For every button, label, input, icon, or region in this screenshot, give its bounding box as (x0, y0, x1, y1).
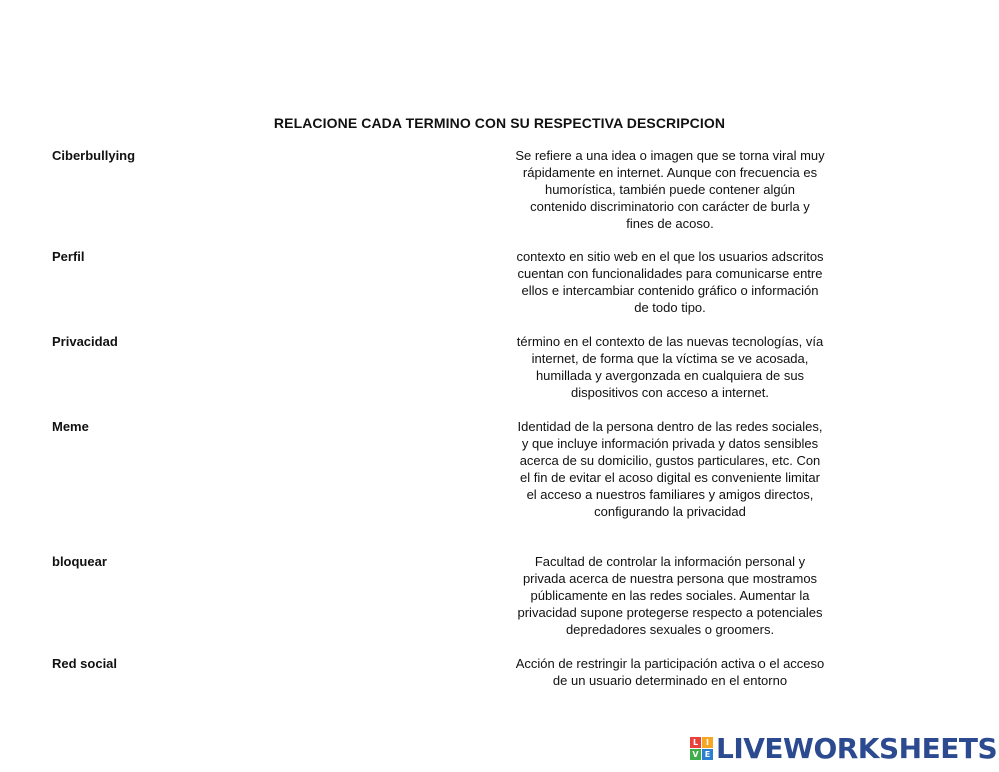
logo-tile: L (690, 737, 701, 748)
page-title: RELACIONE CADA TERMINO CON SU RESPECTIVA DESCRIPCION (273, 115, 726, 131)
term-label: Perfil (52, 249, 85, 264)
liveworksheets-logo (690, 730, 997, 766)
term-label: Privacidad (52, 334, 118, 349)
logo-tile: V (690, 749, 701, 760)
logo-text: LIVEWORKSHEETS (716, 731, 998, 765)
term-label: Ciberbullying (52, 148, 136, 163)
term-label: bloquear (52, 554, 107, 569)
term-label: Meme (52, 419, 89, 434)
logo-tile: E (702, 749, 713, 760)
description-text: Se refiere a una idea o imagen que se torna viral muy rápidamente en internet. Aunque con frecuencia es humorística, también puede contener algún contenido discriminatorio con carácter de burla y fines de acoso. (515, 148, 825, 231)
description-text: Facultad de controlar la información personal y privada acerca de nuestra persona que mostramos públicamente en las redes sociales. Aumentar la privacidad supone protegerse respecto a potenciales depredadores sexuales o groomers. (517, 554, 823, 637)
description-text: contexto en sitio web en el que los usuarios adscritos cuentan con funcionalidades para comunicarse entre ellos e intercambiar contenido gráfico o información de todo tipo. (516, 249, 824, 315)
description-text: Acción de restringir la participación activa o el acceso de un usuario determinado en el entorno (515, 656, 825, 688)
logo-tile: I (702, 737, 713, 748)
term-label: Red social (52, 656, 118, 671)
logo-tiles-icon (690, 737, 713, 760)
description-text: Identidad de la persona dentro de las redes sociales, y que incluye información privada y datos sensibles acerca de su domicilio, gustos particulares, etc. Con el fin de evitar el acoso digital es conveniente limitar el acceso a nuestros familiares y amigos directos, configurando la privacidad (517, 419, 823, 519)
description-text: término en el contexto de las nuevas tecnologías, vía internet, de forma que la víctima se ve acosada, humillada y avergonzada en cualquiera de sus dispositivos con acceso a internet. (516, 334, 824, 400)
